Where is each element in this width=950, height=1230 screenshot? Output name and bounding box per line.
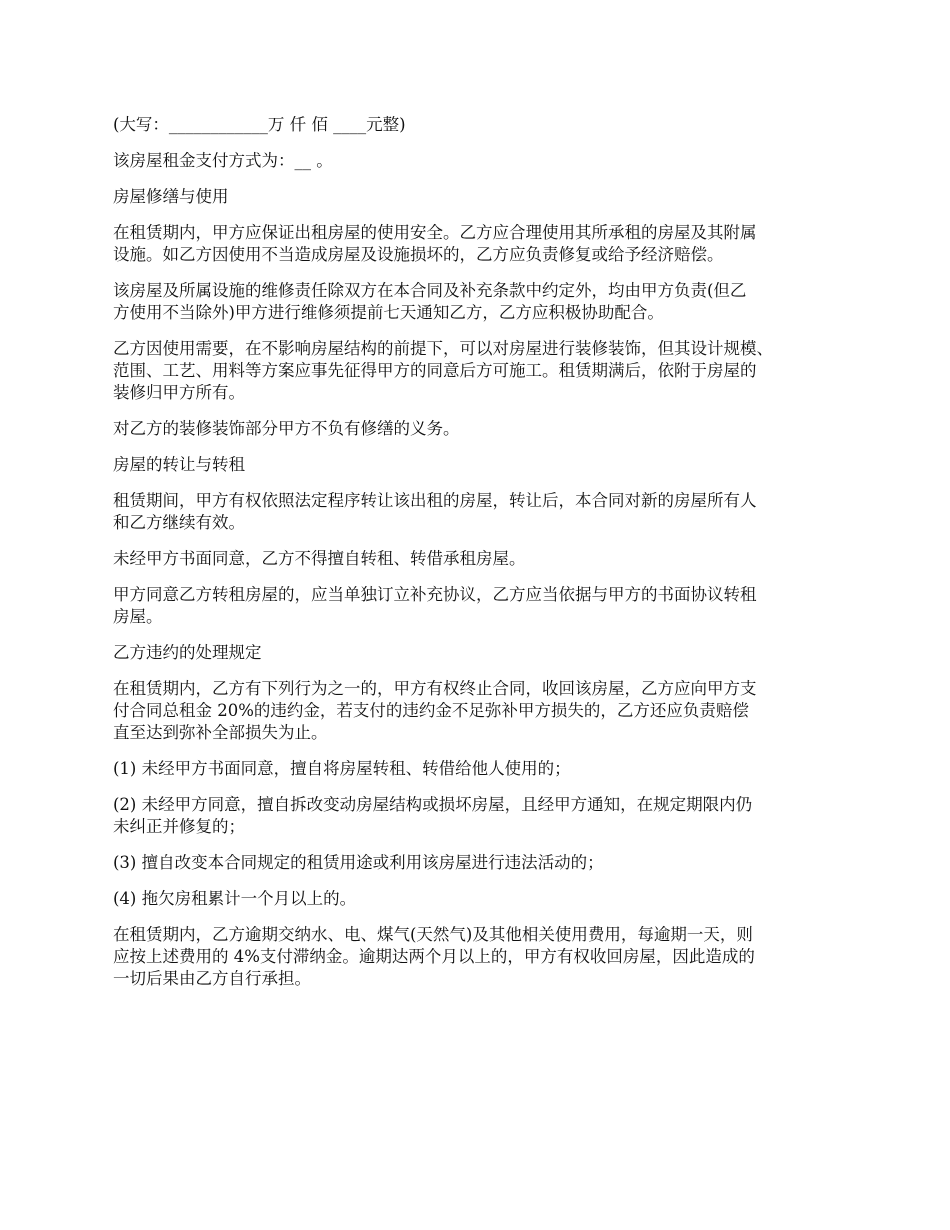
paragraph-line: (大写：____________万 仟 佰 ____元整): [113, 115, 406, 134]
paragraph-line: 房屋的转让与转租: [113, 455, 245, 474]
paragraph-line: 乙方违约的处理规定: [113, 643, 262, 662]
paragraph: [113, 584, 860, 628]
paragraph-line: 在租赁期内，乙方有下列行为之一的，甲方有权终止合同，收回该房屋，乙方应向甲方支: [113, 679, 757, 698]
paragraph-line: 直至达到弥补全部损失为止。: [113, 723, 328, 742]
paragraph: [113, 454, 860, 476]
document-body: [113, 114, 860, 990]
paragraph: [113, 888, 860, 910]
paragraph-line: 和乙方继续有效。: [113, 513, 245, 532]
paragraph-line: 一切后果由乙方自行承担。: [113, 969, 311, 988]
paragraph-line: 该房屋租金支付方式为：__ 。: [113, 151, 333, 170]
paragraph-line: 甲方同意乙方转租房屋的，应当单独订立补充协议，乙方应当依据与甲方的书面协议转租: [113, 585, 757, 604]
paragraph-line: (2) 未经甲方同意，擅自拆改变动房屋结构或损坏房屋，且经甲方通知，在规定期限内仍: [113, 795, 753, 814]
paragraph-line: 设施。如乙方因使用不当造成房屋及设施损坏的，乙方应负责修复或给予经济赔偿。: [113, 245, 724, 264]
paragraph: [113, 418, 860, 440]
paragraph-line: 方使用不当除外)甲方进行维修须提前七天通知乙方，乙方应积极协助配合。: [113, 303, 664, 322]
paragraph-line: 未经甲方书面同意，乙方不得擅自转租、转借承租房屋。: [113, 549, 526, 568]
paragraph: [113, 852, 860, 874]
paragraph-line: 应按上述费用的 4%支付滞纳金。逾期达两个月以上的，甲方有权收回房屋，因此造成的: [113, 947, 755, 966]
paragraph-line: 范围、工艺、用料等方案应事先征得甲方的同意后方可施工。租赁期满后，依附于房屋的: [113, 361, 757, 380]
paragraph: [113, 548, 860, 570]
paragraph-line: (4) 拖欠房租累计一个月以上的。: [113, 889, 357, 908]
paragraph: [113, 186, 860, 208]
paragraph: [113, 794, 860, 838]
paragraph-line: (3) 擅自改变本合同规定的租赁用途或利用该房屋进行违法活动的；: [113, 853, 604, 872]
paragraph: [113, 222, 860, 266]
paragraph-line: 在租赁期内，乙方逾期交纳水、电、煤气(天然气)及其他相关使用费用，每逾期一天，则: [113, 925, 753, 944]
paragraph: [113, 114, 860, 136]
paragraph: [113, 642, 860, 664]
paragraph: [113, 150, 860, 172]
paragraph-line: 未纠正并修复的；: [113, 817, 245, 836]
paragraph-line: 乙方因使用需要，在不影响房屋结构的前提下，可以对房屋进行装修装饰，但其设计规模、: [113, 339, 773, 358]
paragraph-line: 房屋修缮与使用: [113, 187, 229, 206]
paragraph-line: 付合同总租金 20%的违约金，若支付的违约金不足弥补甲方损失的，乙方还应负责赔偿: [113, 701, 749, 720]
paragraph-line: (1) 未经甲方书面同意，擅自将房屋转租、转借给他人使用的；: [113, 759, 571, 778]
paragraph: [113, 490, 860, 534]
paragraph-line: 该房屋及所属设施的维修责任除双方在本合同及补充条款中约定外，均由甲方负责(但乙: [113, 281, 747, 300]
paragraph: [113, 280, 860, 324]
paragraph-line: 房屋。: [113, 607, 163, 626]
paragraph: [113, 678, 860, 744]
paragraph-line: 在租赁期内，甲方应保证出租房屋的使用安全。乙方应合理使用其所承租的房屋及其附属: [113, 223, 757, 242]
paragraph-line: 租赁期间，甲方有权依照法定程序转让该出租的房屋，转让后，本合同对新的房屋所有人: [113, 491, 757, 510]
paragraph: [113, 758, 860, 780]
paragraph: [113, 338, 860, 404]
paragraph: [113, 924, 860, 990]
paragraph-line: 对乙方的装修装饰部分甲方不负有修缮的义务。: [113, 419, 460, 438]
paragraph-line: 装修归甲方所有。: [113, 383, 245, 402]
